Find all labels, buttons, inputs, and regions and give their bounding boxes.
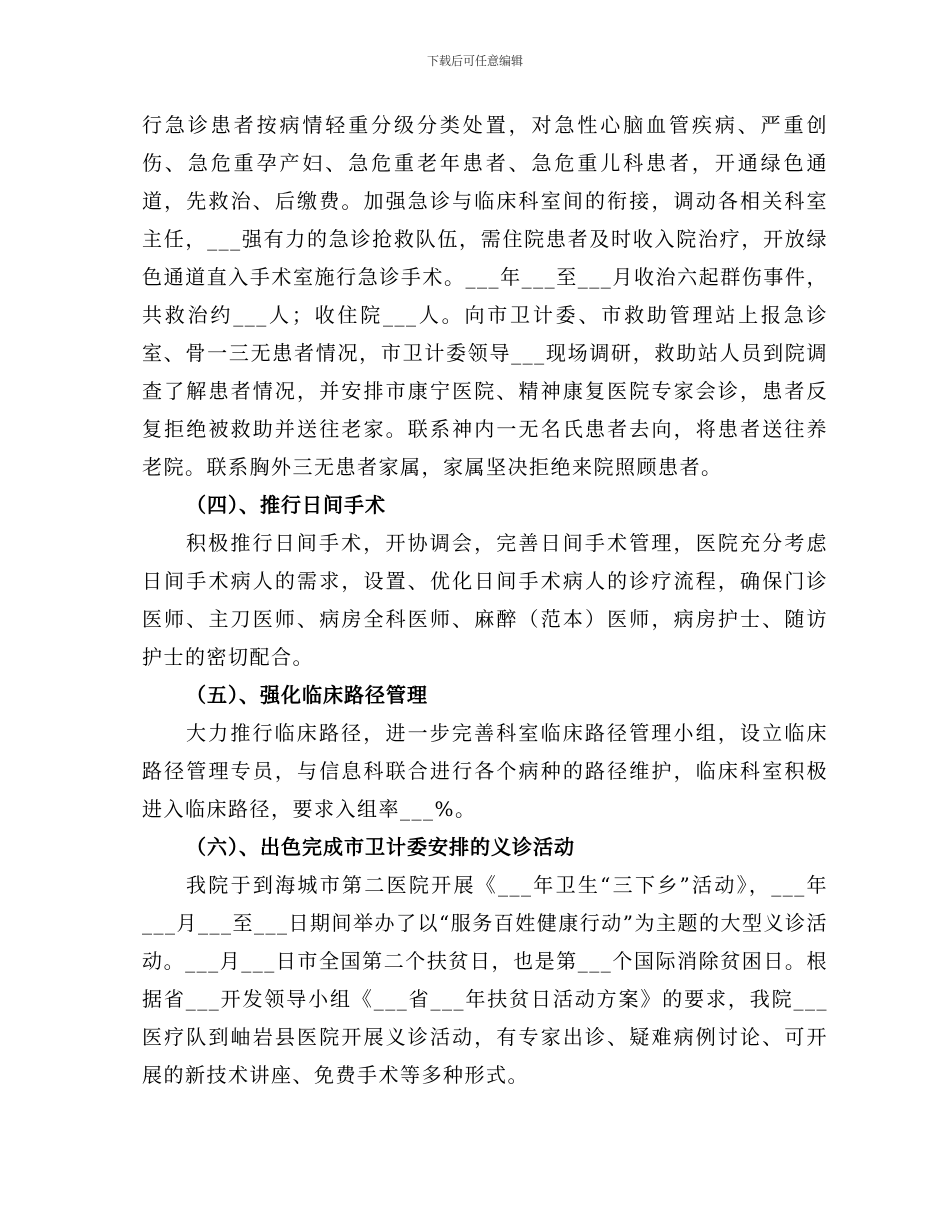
- paragraph-day-surgery: 积极推行日间手术，开协调会，完善日间手术管理，医院充分考虑日间手术病人的需求，设置、优化日间手术病人的诊疗流程，确保门诊医师、主刀医师、病房全科医师、麻醉（范本）医师，病房护士、随访护士的密切配合。: [142, 531, 828, 669]
- section-heading-day-surgery: （四）、推行日间手术: [186, 493, 386, 517]
- paragraph-free-clinic: 我院于到海城市第二医院开展《___年卫生“三下乡”活动》，___年___月___至___日期间举办了以“服务百姓健康行动”为主题的大型义诊活动。___月___日市全国第二个扶贫日，也是第___个国际消除贫困日。根据省___开发领导小组《___省___年扶贫日活动方案》的要求，我院___医疗队到岫岩县医院开展义诊活动，有专家出诊、疑难病例讨论、可开展的新技术讲座、免费手术等多种形式。: [142, 873, 828, 1087]
- section-heading-clinical-pathway: （五）、强化临床路径管理: [186, 683, 428, 707]
- section-heading-free-clinic: （六）、出色完成市卫计委安排的义诊活动: [186, 835, 575, 859]
- paragraph-emergency-care: 行急诊患者按病情轻重分级分类处置，对急性心脑血管疾病、严重创伤、急危重孕产妇、急危重老年患者、急危重儿科患者，开通绿色通道，先救治、后缴费。加强急诊与临床科室间的衔接，调动各相关科室主任，___强有力的急诊抢救队伍，需住院患者及时收入院治疗，开放绿色通道直入手术室施行急诊手术。___年___至___月收治六起群伤事件，共救治约___人；收住院___人。向市卫计委、市救助管理站上报急诊室、骨一三无患者情况，市卫计委领导___现场调研，救助站人员到院调查了解患者情况，并安排市康宁医院、精神康复医院专家会诊，患者反复拒绝被救助并送往老家。联系神内一无名氏患者去向，将患者送往养老院。联系胸外三无患者家属，家属坚决拒绝来院照顾患者。: [142, 113, 828, 479]
- page-header: 下载后可任意编辑: [426, 54, 523, 68]
- document-body: [142, 106, 828, 1094]
- paragraph-clinical-pathway: 大力推行临床路径，进一步完善科室临床路径管理小组，设立临床路径管理专员，与信息科联合进行各个病种的路径维护，临床科室积极进入临床路径，要求入组率___%。: [142, 721, 828, 821]
